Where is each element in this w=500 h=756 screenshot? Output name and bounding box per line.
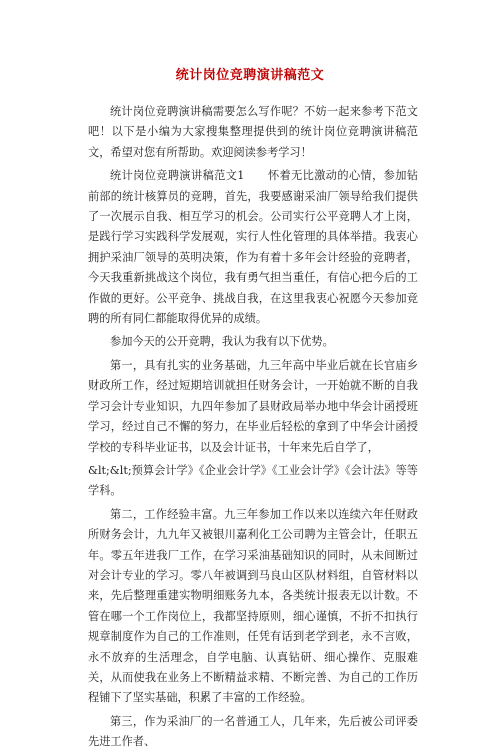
document-body [88, 102, 418, 756]
advantage-3-paragraph: 第三，作为采油厂的一名普通工人，几年来，先后被公司评委先进工作者、 [88, 714, 418, 749]
intro-paragraph: 统计岗位竞聘演讲稿需要怎么写作呢？不妨一起来参考下范文吧！以下是小编为大家搜集整理提供到的统计岗位竞聘演讲稿范文，希望对您有所帮助。欢迎阅读参考学习！ [88, 105, 418, 159]
document-title: 统计岗位竞聘演讲稿范文 [175, 68, 325, 83]
sample-1-opening-paragraph: 统计岗位竞聘演讲稿范文1 怀着无比激动的心情，参加钻前部的统计核算员的竞聘，首先，我要感谢采油厂领导给我们提供了一次展示自我、相互学习的机会。公司实行公平竞聘人才上岗，是践行学习实践科学发展观，实行人性化管理的具体举措。我衷心拥护采油厂领导的英明决策，作为有着十多年会计经验的竞聘者，今天我重新挑战这个岗位，我有勇气担当重任，有信心把今后的工作做的更好。公平竞争、挑战自我，在这里我衷心祝愿今天参加竞聘的所有同仁都能取得优异的成绩。 [88, 169, 418, 326]
textbook-list-line: &lt;&lt;预算会计学》《企业会计学》《工业会计学》《会计法》等等学科。 [88, 463, 418, 498]
advantage-1-paragraph: 第一，具有扎实的业务基础，九三年高中毕业后就在长官庙乡财政所工作，经过短期培训就担任财务会计，一开始就不断的自我学习会计专业知识，九四年参加了县财政局举办地中华会计函授班学习，经过自己不懈的努力，在毕业后轻松的拿到了中华会计函授学校的专科毕业证书，以及会计证书，十年来先后自学了， [88, 358, 418, 454]
advantage-2-paragraph: 第二，工作经验丰富。九三年参加工作以来以连续六年任财政所财务会计，九九年又被银川嘉利化工公司聘为主管会计，任职五年。零五年进我厂工作，在学习采油基础知识的同时，从未间断过对会计专业的学习。零八年被调到马良山区队材料组，自管材料以来，先后整理重建实物明细账务九本，各类统计报表无以计数。不管在哪一个工作岗位上，我都坚持原则，细心谨慎，不折不扣执行规章制度作为自己的工作准则，任凭有话到老学到老，永不言败，永不放弃的生活理念，自学电脑、认真钻研、细心操作、克服难关，从而使我在业务上不断精益求精、不断完善、为自己的工作历程铺下了坚实基础，积累了丰富的工作经验。 [88, 507, 418, 705]
advantages-intro-paragraph: 参加今天的公开竞聘，我认为我有以下优势。 [110, 335, 334, 349]
